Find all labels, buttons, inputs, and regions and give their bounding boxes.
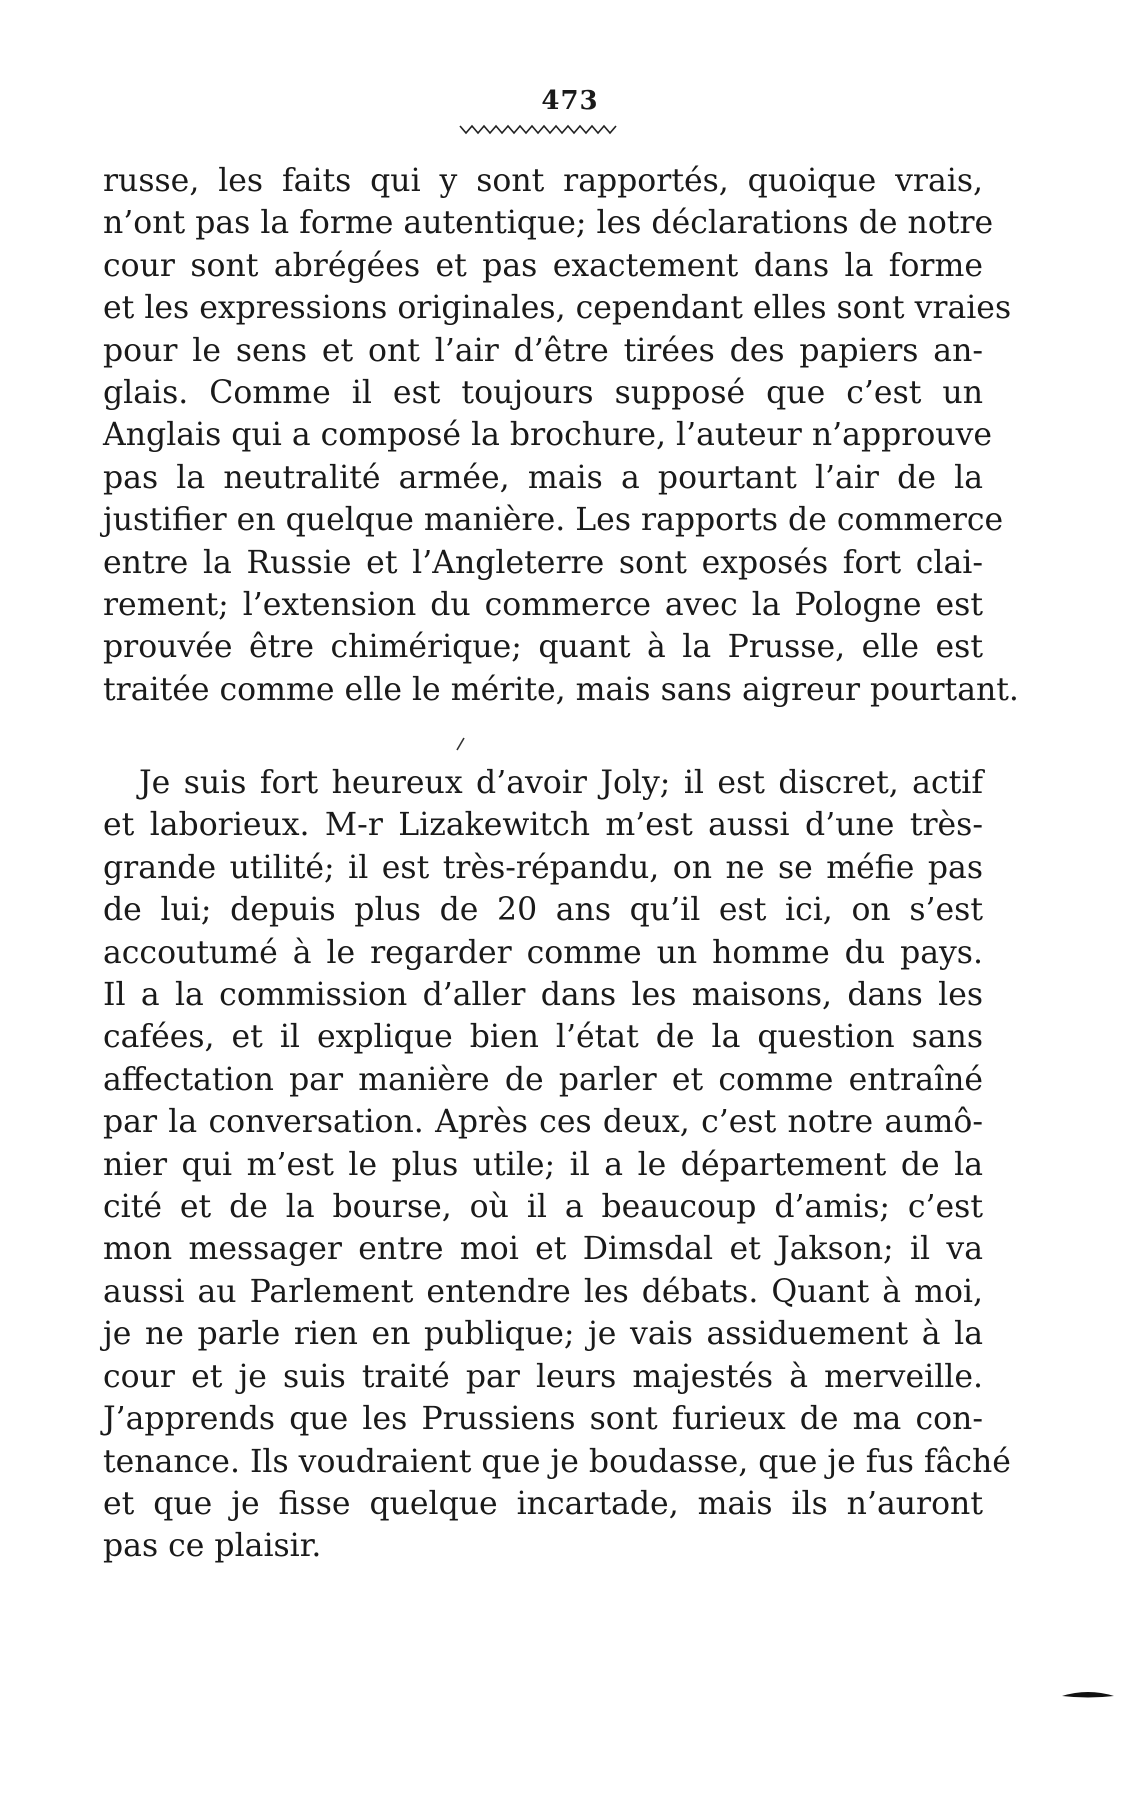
text-line: traitée comme elle le mérite, mais sans aigreur pourtant.	[103, 671, 1019, 708]
margin-tick-mark	[454, 736, 466, 752]
text-line: cafées, et il explique bien l’état de la question sans	[103, 1019, 983, 1056]
paragraph-2	[103, 762, 1011, 1568]
text-line: par la conversation. Après ces deux, c’est notre aumô-	[103, 1104, 983, 1141]
text-line: grande utilité; il est très-répandu, on ne se méfie pas	[103, 849, 983, 886]
text-line: de lui; depuis plus de 20 ans qu’il est ici, on s’est	[103, 892, 983, 929]
text-line: rement; l’extension du commerce avec la Pologne est	[103, 587, 983, 624]
text-line: cité et de la bourse, où il a beaucoup d’amis; c’est	[103, 1189, 983, 1226]
text-line: nier qui m’est le plus utile; il a le département de la	[103, 1146, 983, 1183]
text-line: glais. Comme il est toujours supposé que c’est un	[103, 375, 983, 412]
text-line: et les expressions originales, cependant elles sont vraies	[103, 290, 1012, 327]
text-line: entre la Russie et l’Angleterre sont exposés fort clai-	[103, 544, 983, 581]
text-line: J’apprends que les Prussiens sont furieux de ma con-	[103, 1401, 983, 1438]
text-line: je ne parle rien en publique; je vais assiduement à la	[103, 1316, 983, 1353]
text-line: accoutumé à le regarder comme un homme du pays.	[103, 934, 983, 971]
text-line: pour le sens et ont l’air d’être tirées des papiers an-	[103, 332, 983, 369]
text-line: n’ont pas la forme autentique; les déclarations de notre	[103, 205, 994, 242]
text-line: prouvée être chimérique; quant à la Prusse, elle est	[103, 629, 983, 666]
text-line: affectation par manière de parler et comme entraîné	[103, 1061, 983, 1098]
text-line: pas ce plaisir.	[103, 1528, 322, 1565]
text-line: aussi au Parlement entendre les débats. Quant à moi,	[103, 1273, 983, 1310]
text-line: pas la neutralité armée, mais a pourtant l’air de la	[103, 459, 983, 496]
text-line: Il a la commission d’aller dans les maisons, dans les	[103, 977, 983, 1014]
paragraph-1	[103, 160, 1019, 711]
text-line: Je suis fort heureux d’avoir Joly; il est discret, actif	[139, 765, 983, 801]
text-line: et que je fisse quelque incartade, mais ils n’auront	[103, 1485, 983, 1522]
text-line: russe, les faits qui y sont rapportés, quoique vrais,	[103, 163, 983, 199]
text-line: Anglais qui a composé la brochure, l’auteur n’approuve	[103, 417, 993, 454]
end-flourish-mark	[1060, 1688, 1116, 1700]
text-line: tenance. Ils voudraient que je boudasse, que je fus fâché	[103, 1443, 1011, 1480]
wavy-rule-ornament	[458, 122, 618, 136]
text-line: cour sont abrégées et pas exactement dans la forme	[103, 247, 983, 284]
text-line: mon messager entre moi et Dimsdal et Jakson; il va	[103, 1231, 983, 1268]
text-line: justifier en quelque manière. Les rapports de commerce	[103, 502, 1004, 539]
text-line: et laborieux. M-r Lizakewitch m’est aussi d’une très-	[103, 807, 983, 844]
text-line: cour et je suis traité par leurs majestés à merveille.	[103, 1358, 983, 1395]
page-number: 473	[541, 86, 599, 116]
